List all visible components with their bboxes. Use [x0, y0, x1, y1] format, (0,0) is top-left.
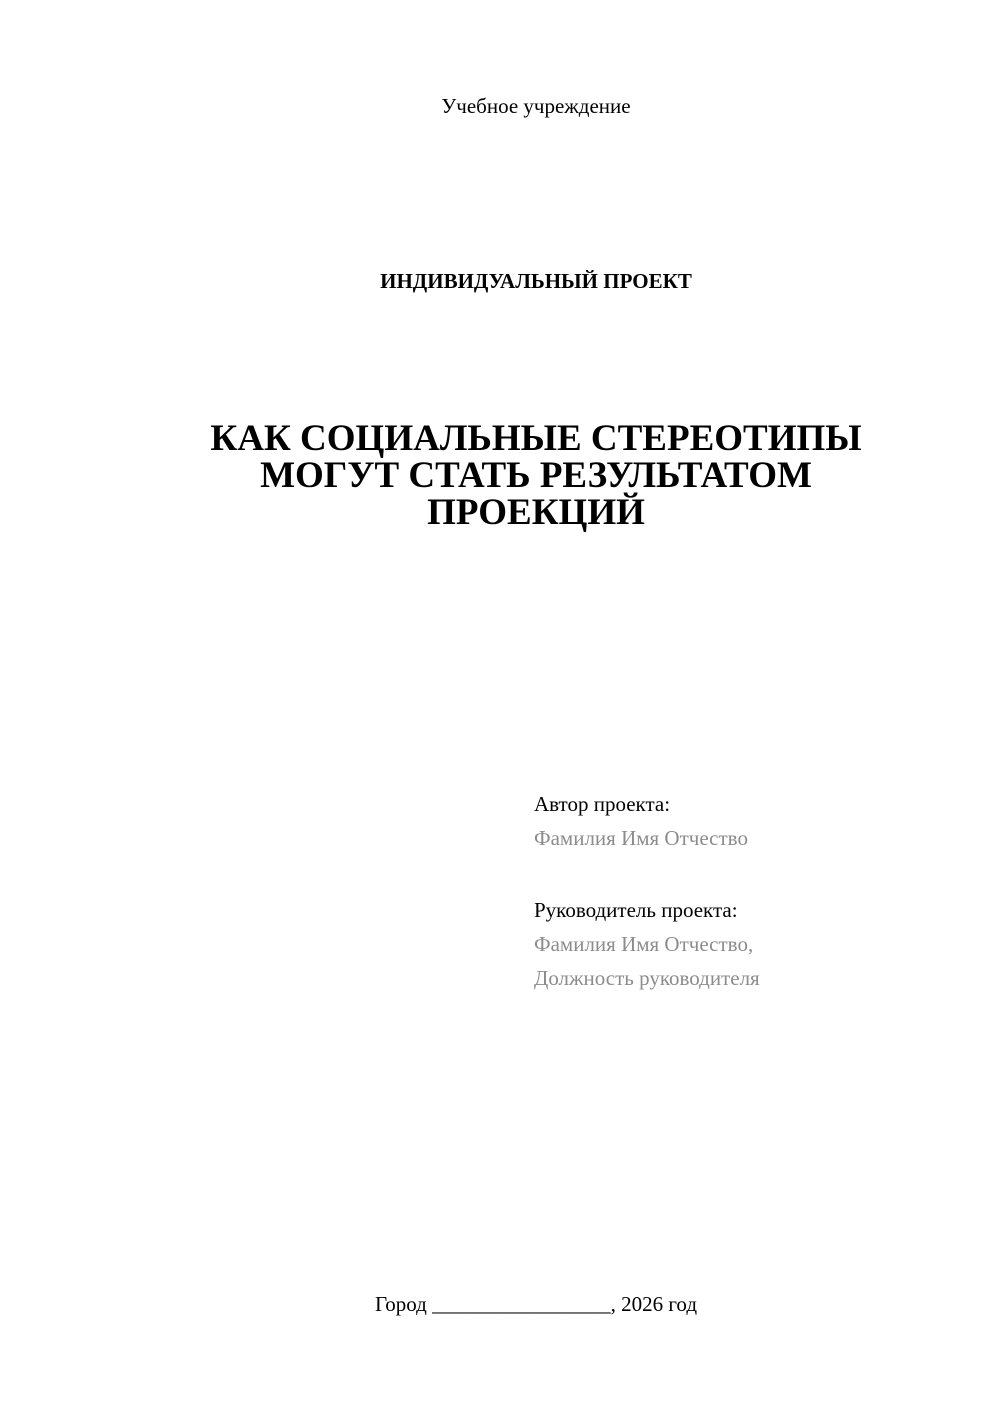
document-type: ИНДИВИДУАЛЬНЫЙ ПРОЕКТ — [380, 269, 692, 293]
supervisor-label: Руководитель проекта: — [534, 898, 738, 922]
title-line-2: МОГУТ СТАТЬ РЕЗУЛЬТАТОМ — [260, 455, 812, 496]
author-block — [534, 787, 974, 855]
project-title — [160, 420, 912, 531]
supervisor-name: Фамилия Имя Отчество, — [534, 932, 754, 956]
author-label: Автор проекта: — [534, 792, 671, 816]
supervisor-block — [534, 893, 974, 995]
author-name: Фамилия Имя Отчество — [534, 826, 748, 850]
title-line-1: КАК СОЦИАЛЬНЫЕ СТЕРЕОТИПЫ — [210, 418, 862, 459]
title-line-3: ПРОЕКЦИЙ — [427, 492, 645, 533]
supervisor-position: Должность руководителя — [534, 966, 760, 990]
city-year-footer: Город _________________, 2026 год — [374, 1292, 698, 1316]
institution-name: Учебное учреждение — [441, 94, 631, 118]
